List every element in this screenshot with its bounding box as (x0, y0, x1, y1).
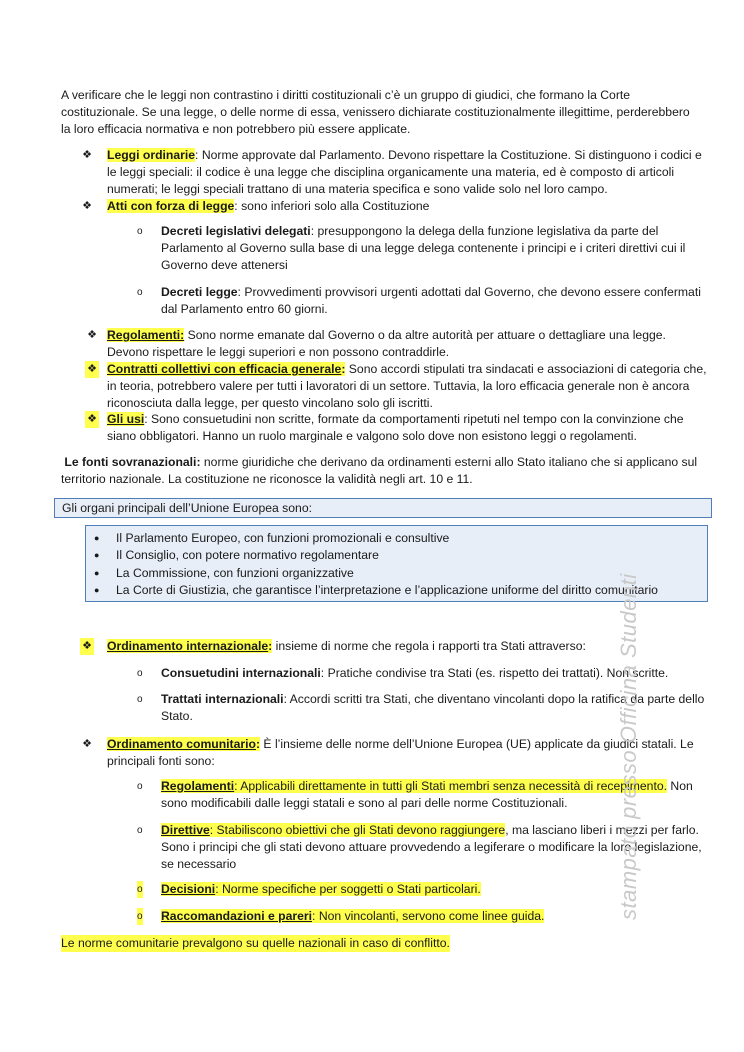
watermark-text: stampato presso Officina Studenti (616, 573, 641, 920)
intro-paragraph: A verificare che le leggi non contrastino i diritti costituzionali c’è un gruppo di giudici, che formano la Corte costituzionale. Se una legge, o delle norme di essa, venissero dichiarate costituzionalmente illegittime, perderebbero la loro efficacia normativa e non potrebbero più essere applicate. (61, 88, 690, 136)
dot-bullet-icon: ● (94, 533, 100, 543)
term-atti-forza-legge: Atti con forza di legge (107, 199, 235, 213)
bullet-regolamenti (87, 327, 707, 361)
diamond-bullet-icon: ❖ (82, 149, 92, 161)
desc-decisioni: : Norme specifiche per soggetti o Stati particolari. (215, 882, 481, 896)
diamond-bullet-icon: ❖ (82, 738, 92, 750)
circle-bullet-icon: o (137, 881, 143, 898)
desc-decreti-legislativi: : presuppongono la delega della funzione legislativa da parte del Parlamento al Governo sulla base di una legge delega contenente i principi e i criteri direttivi cui il Governo deve attenersi (161, 224, 686, 272)
diamond-bullet-icon: ❖ (87, 329, 97, 341)
term-direttive: Direttive (161, 823, 210, 837)
eu-organs-box (85, 525, 708, 602)
eu-organs-heading: Gli organi principali dell’Unione Europea sono: (54, 498, 712, 518)
term-ordinamento-comunitario: Ordinamento comunitario (107, 737, 256, 751)
eu-item-text: La Corte di Giustizia, che garantisce l’interpretazione e l’applicazione uniforme del diritto comunitario (116, 583, 658, 597)
bullet-usi (87, 411, 707, 445)
eu-item-text: Il Parlamento Europeo, con funzioni promozionali e consultive (116, 531, 450, 545)
term-contratti-collettivi: Contratti collettivi con efficacia generale (107, 362, 342, 376)
desc-ordinamento-internazionale: insieme di norme che regola i rapporti tra Stati attraverso: (272, 639, 586, 653)
desc-usi: : Sono consuetudini non scritte, formate da comportamenti ripetuti nel tempo con la convinzione che siano obbligatori. Hanno un ruolo marginale e valgono solo dove non esistono leggi o regolamenti. (107, 412, 684, 443)
term-leggi-ordinarie: Leggi ordinarie (107, 148, 196, 162)
term-trattati: Trattati internazionali (161, 692, 284, 706)
circle-bullet-icon: o (137, 668, 143, 679)
colon: : (341, 362, 346, 376)
term-decisioni: Decisioni (161, 882, 216, 896)
eu-item-text: La Commissione, con funzioni organizzative (116, 566, 354, 580)
desc-raccomandazioni: : Non vincolanti, servono come linee guida. (312, 909, 545, 923)
term-decreti-legislativi: Decreti legislativi delegati (161, 224, 311, 238)
circle-bullet-icon: o (137, 781, 143, 792)
bullet-atti-forza-legge (82, 198, 707, 215)
desc-decreti-legge: : Provvedimenti provvisori urgenti adottati dal Governo, che devono essere confermati dal Parlamento entro 60 giorni. (161, 285, 701, 316)
term-raccomandazioni: Raccomandazioni e pareri (161, 909, 313, 923)
list-item (94, 582, 701, 599)
desc-consuetudini: : Pratiche condivise tra Stati (es. rispetto dei trattati). Non scritte. (320, 666, 669, 680)
desc-trattati: : Accordi scritti tra Stati, che diventano vincolanti dopo la ratifica da parte dello Stato. (161, 692, 705, 723)
list-item (94, 565, 701, 582)
desc-direttive: , ma lasciano liberi i mezzi per farlo. Sono i principi che gli stati devono attuare provvedendo a legiferare o modificare la loro legislazione, se necessario (161, 823, 702, 871)
dot-bullet-icon: ● (94, 550, 100, 560)
bullet-leggi-ordinarie (82, 147, 707, 198)
colon: : (268, 639, 273, 653)
circle-bullet-icon: o (137, 287, 143, 298)
term-regolamenti: Regolamenti: (107, 328, 185, 342)
term-ordinamento-internazionale: Ordinamento internazionale (107, 639, 269, 653)
desc-contratti-collettivi: Sono accordi stipulati tra sindacati e associazioni di categoria che, in teoria, potrebbero valere per tutti i lavoratori di un settore. Tuttavia, la loro efficacia generale non è ancora riconosciuta dalla legge, per questo vincolano solo gli iscritti. (107, 362, 707, 410)
desc-ordinamento-comunitario: È l’insieme delle norme dell’Unione Europea (UE) applicate da giudici statali. Le principali fonti sono: (107, 737, 694, 768)
circle-bullet-icon: o (137, 908, 143, 925)
sub-decreti-legge (137, 284, 706, 318)
desc-direttive-highlight: : Stabiliscono obiettivi che gli Stati devono raggiungere (209, 823, 506, 837)
list-item (94, 530, 701, 547)
term-fonti-sovranazionali: Le fonti sovranazionali: (64, 455, 201, 469)
fonti-sovranazionali-paragraph (61, 454, 701, 488)
term-consuetudini: Consuetudini internazionali (161, 666, 321, 680)
diamond-bullet-icon: ❖ (85, 411, 99, 428)
desc-leggi-ordinarie: : Norme approvate dal Parlamento. Devono rispettare la Costituzione. Si distinguono i codici e le leggi speciali: il codice è una legge che disciplina organicamente una materia, ed è composto di articoli numerati; le leggi speciali trattano di una materia specifica e sono valide solo nel loro campo. (107, 148, 702, 196)
circle-bullet-icon: o (137, 694, 143, 705)
desc-atti-forza-legge: : sono inferiori solo alla Costituzione (234, 199, 430, 213)
diamond-bullet-icon: ❖ (80, 638, 94, 655)
sub-decreti-legislativi (137, 223, 706, 274)
eu-item-text: Il Consiglio, con potere normativo regolamentare (116, 548, 379, 562)
circle-bullet-icon: o (137, 226, 143, 237)
bullet-contratti-collettivi (87, 361, 707, 412)
desc-fonti-sovranazionali: norme giuridiche che derivano da ordinamenti esterni allo Stato italiano che si applicano sul territorio nazionale. La costituzione ne riconosce la validità negli art. 10 e 11. (61, 455, 698, 486)
colon: : (255, 737, 261, 751)
desc-ue-regolamenti-highlight: : Applicabili direttamente in tutti gli Stati membri senza necessità di recepimento. (234, 779, 668, 793)
diamond-bullet-icon: ❖ (82, 200, 92, 212)
circle-bullet-icon: o (137, 825, 143, 836)
term-decreti-legge: Decreti legge (161, 285, 238, 299)
dot-bullet-icon: ● (94, 585, 100, 595)
term-usi: Gli usi (107, 412, 145, 426)
final-note: Le norme comunitarie prevalgono su quelle nazionali in caso di conflitto. (61, 936, 450, 950)
list-item (94, 547, 701, 564)
desc-regolamenti: Sono norme emanate dal Governo o da altre autorità per attuare o dettagliare una legge. Devono rispettare le leggi superiori e non possono contraddirle. (107, 328, 666, 359)
diamond-bullet-icon: ❖ (85, 361, 99, 378)
dot-bullet-icon: ● (94, 568, 100, 578)
term-ue-regolamenti: Regolamenti (161, 779, 235, 793)
desc-ue-regolamenti: Non sono modificabili dalle leggi statali e sono al pari delle norme Costituzionali. (161, 779, 693, 810)
